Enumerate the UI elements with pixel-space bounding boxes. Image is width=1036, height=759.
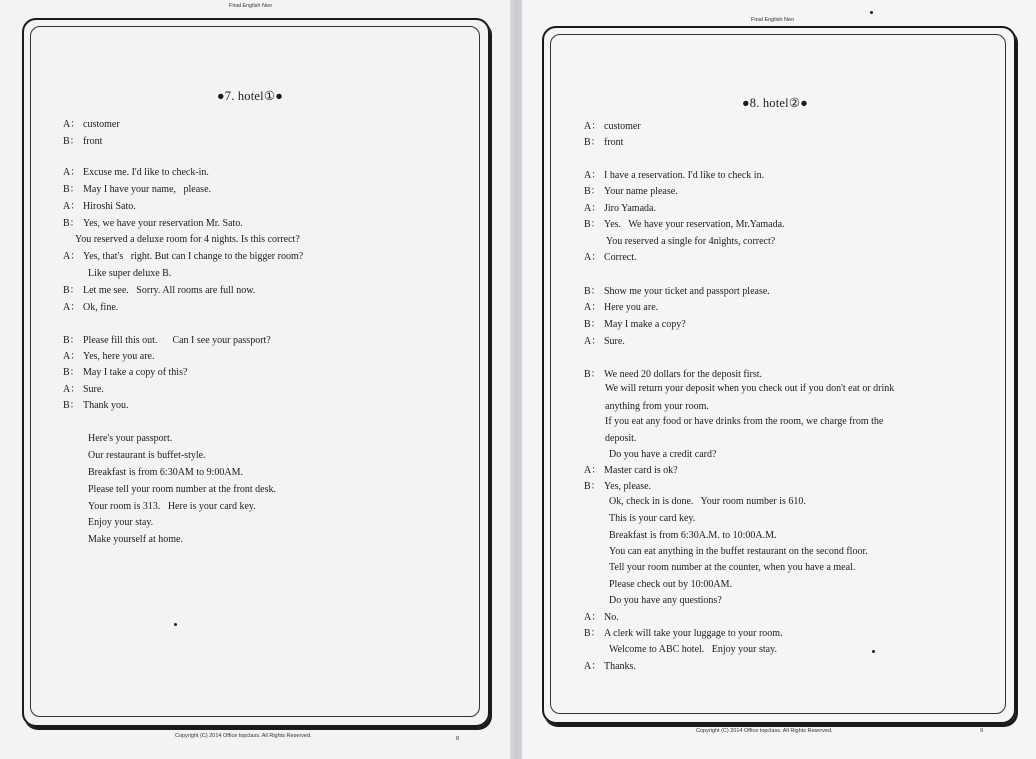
role-line [63, 119, 120, 131]
ink-dot [872, 650, 875, 653]
dialogue-line [584, 302, 658, 314]
dialogue-line [584, 612, 619, 624]
dialogue-line [584, 661, 636, 673]
dialogue-line [88, 517, 153, 529]
dialogue-text: We will return your deposit when you check out if you don't eat or drink [605, 383, 895, 394]
role-text: front [604, 137, 624, 148]
dialogue-text: Ok, fine. [83, 302, 119, 313]
speaker-label: B： [63, 400, 80, 411]
dialogue-text: Your name please. [604, 186, 678, 197]
speaker-label: B： [63, 285, 80, 296]
dialogue-line [606, 236, 775, 248]
dialogue-line [63, 351, 154, 363]
dialogue-line [609, 496, 806, 508]
dialogue-line [609, 595, 722, 607]
dialogue-line [584, 219, 785, 231]
dialogue-line [88, 467, 243, 479]
ink-dot [870, 11, 873, 14]
dialogue-text: Please tell your room number at the front desk. [88, 484, 277, 495]
dialogue-line [63, 302, 118, 314]
dialogue-line [88, 268, 171, 280]
speaker-label: A： [584, 612, 602, 623]
copyright-notice: Copyright (C) 2014 Office topclass. All Rights Reserved. [175, 733, 312, 739]
dialogue-line [88, 484, 276, 496]
dialogue-text: Let me see. Sorry. All rooms are full now. [83, 285, 256, 296]
dialogue-line [584, 186, 678, 198]
dialogue-line [605, 383, 894, 395]
dialogue-text: We need 20 dollars for the deposit first. [604, 369, 763, 380]
dialogue-line [584, 252, 637, 264]
speaker-label: B： [584, 219, 601, 230]
dialogue-line [63, 384, 104, 396]
dialogue-text: A clerk will take your luggage to your room. [604, 628, 783, 639]
lesson-title: ●8. hotel②● [742, 96, 809, 110]
dialogue-line [609, 562, 855, 574]
dialogue-line [88, 534, 183, 546]
dialogue-text: May I have your name, please. [83, 184, 212, 195]
dialogue-text: Make yourself at home. [88, 534, 183, 545]
dialogue-line [584, 286, 770, 298]
dialogue-line [63, 251, 303, 263]
dialogue-text: Our restaurant is buffet-style. [88, 450, 206, 461]
speaker-label: B： [584, 186, 601, 197]
speaker-label: A： [584, 252, 602, 263]
dialogue-text: No. [604, 612, 619, 623]
dialogue-line [63, 184, 211, 196]
speaker-label: B： [584, 628, 601, 639]
role-line [63, 136, 102, 148]
role-text: front [83, 136, 103, 147]
dialogue-text: Please check out by 10:00AM. [609, 579, 733, 590]
dialogue-line [88, 433, 172, 445]
dialogue-text: Sure. [604, 336, 625, 347]
lesson-title: ●7. hotel①● [217, 89, 284, 103]
dialogue-text: Yes, please. [604, 481, 652, 492]
speaker-label: B： [584, 137, 601, 148]
dialogue-line [609, 449, 716, 461]
speaker-label: B： [63, 367, 80, 378]
dialogue-line [605, 401, 709, 413]
dialogue-text: Breakfast is from 6:30AM to 9:00AM. [88, 467, 243, 478]
dialogue-text: May I take a copy of this? [83, 367, 188, 378]
dialogue-line [584, 170, 764, 182]
dialogue-text: Thanks. [604, 661, 636, 672]
dialogue-text: Here you are. [604, 302, 659, 313]
speaker-label: A： [63, 119, 81, 130]
dialogue-text: Do you have any questions? [609, 595, 722, 606]
dialogue-text: Yes, here you are. [83, 351, 155, 362]
dialogue-line [609, 513, 695, 525]
speaker-label: B： [63, 184, 80, 195]
speaker-label: B： [63, 136, 80, 147]
dialogue-text: Welcome to ABC hotel. Enjoy your stay. [609, 644, 777, 655]
speaker-label: A： [63, 351, 81, 362]
right-page [522, 0, 1036, 759]
dialogue-text: I have a reservation. I'd like to check in. [604, 170, 765, 181]
dialogue-line [605, 416, 883, 428]
page-number: 9 [980, 728, 984, 734]
copyright-notice: Copyright (C) 2014 Office topclass. All Rights Reserved. [696, 728, 833, 734]
dialogue-text: Master card is ok? [604, 465, 678, 476]
dialogue-text: If you eat any food or have drinks from the room, we charge from the [605, 416, 884, 427]
dialogue-text: anything from your room. [605, 401, 709, 412]
dialogue-line [75, 234, 300, 246]
dialogue-text: Yes. We have your reservation, Mr.Yamada. [604, 219, 785, 230]
dialogue-text: You reserved a deluxe room for 4 nights. Is this correct? [75, 234, 300, 245]
dialogue-text: Excuse me. I'd like to check-in. [83, 167, 209, 178]
dialogue-line [63, 400, 129, 412]
speaker-label: A： [63, 384, 81, 395]
dialogue-text: Show me your ticket and passport please. [604, 286, 770, 297]
dialogue-text: Sure. [83, 384, 104, 395]
dialogue-text: May I make a copy? [604, 319, 686, 330]
dialogue-text: You reserved a single for 4nights, correct? [606, 236, 776, 247]
speaker-label: A： [584, 465, 602, 476]
speaker-label: B： [63, 335, 80, 346]
dialogue-text: Correct. [604, 252, 637, 263]
speaker-label: A： [584, 661, 602, 672]
speaker-label: A： [63, 201, 81, 212]
speaker-label: A： [63, 251, 81, 262]
speaker-label: A： [584, 336, 602, 347]
dialogue-line [584, 203, 656, 215]
dialogue-line [584, 369, 762, 381]
dialogue-text: Here's your passport. [88, 433, 173, 444]
dialogue-line [88, 450, 206, 462]
speaker-label: A： [63, 302, 81, 313]
speaker-label: A： [584, 302, 602, 313]
dialogue-line [584, 336, 625, 348]
dialogue-text: Yes, that's right. But can I change to the bigger room? [83, 251, 304, 262]
dialogue-text: Like super deluxe B. [88, 268, 172, 279]
page-header: Final English Neo [229, 3, 273, 9]
dialogue-line [63, 218, 243, 230]
ink-dot [174, 623, 177, 626]
dialogue-line [584, 465, 678, 477]
dialogue-line [63, 335, 271, 347]
dialogue-line [605, 433, 636, 445]
dialogue-text: Hiroshi Sato. [83, 201, 136, 212]
dialogue-text: Do you have a credit card? [609, 449, 717, 460]
speaker-label: A： [584, 170, 602, 181]
role-line [584, 137, 623, 149]
dialogue-text: Please fill this out. Can I see your passport? [83, 335, 271, 346]
dialogue-line [609, 530, 777, 542]
speaker-label: B： [584, 369, 601, 380]
dialogue-line [584, 319, 686, 331]
dialogue-text: deposit. [605, 433, 637, 444]
dialogue-text: Jiro Yamada. [604, 203, 656, 214]
page-number: 8 [456, 736, 460, 742]
speaker-label: B： [584, 319, 601, 330]
dialogue-text: Enjoy your stay. [88, 517, 154, 528]
dialogue-text: Breakfast is from 6:30A.M. to 10:00A.M. [609, 530, 777, 541]
role-text: customer [83, 119, 120, 130]
role-line [584, 121, 641, 133]
dialogue-text: Your room is 313. Here is your card key. [88, 501, 256, 512]
dialogue-text: Thank you. [83, 400, 129, 411]
dialogue-line [63, 285, 255, 297]
dialogue-text: Tell your room number at the counter, when you have a meal. [609, 562, 856, 573]
dialogue-line [63, 167, 209, 179]
dialogue-text: This is your card key. [609, 513, 696, 524]
dialogue-text: Yes, we have your reservation Mr. Sato. [83, 218, 243, 229]
speaker-label: A： [584, 121, 602, 132]
speaker-label: B： [584, 481, 601, 492]
dialogue-line [609, 546, 868, 558]
left-page [0, 0, 514, 759]
dialogue-text: Ok, check in is done. Your room number is 610. [609, 496, 806, 507]
dialogue-line [584, 481, 651, 493]
speaker-label: B： [584, 286, 601, 297]
page-header: Final English Neo [751, 17, 795, 23]
role-text: customer [604, 121, 641, 132]
speaker-label: A： [63, 167, 81, 178]
dialogue-line [63, 201, 136, 213]
dialogue-text: You can eat anything in the buffet restaurant on the second floor. [609, 546, 868, 557]
dialogue-line [609, 579, 732, 591]
dialogue-line [88, 501, 256, 513]
dialogue-line [63, 367, 187, 379]
dialogue-line [609, 644, 777, 656]
dialogue-line [584, 628, 783, 640]
speaker-label: B： [63, 218, 80, 229]
speaker-label: A： [584, 203, 602, 214]
